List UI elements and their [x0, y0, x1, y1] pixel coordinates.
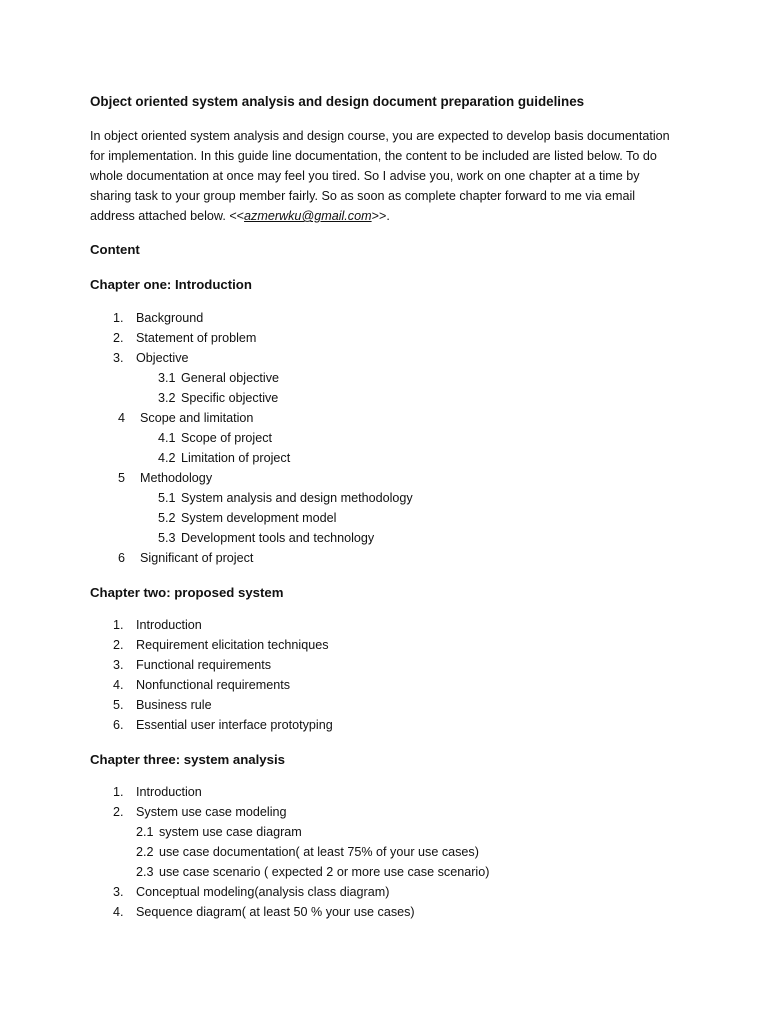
list-number: 5: [118, 471, 126, 485]
list-item: Business rule: [136, 698, 212, 712]
list-item: Statement of problem: [136, 331, 257, 345]
list-number: 4: [118, 411, 126, 425]
list-item: Sequence diagram( at least 50 % your use cases): [136, 905, 415, 919]
list-item: Scope and limitation: [140, 411, 254, 425]
content-heading: Content: [90, 242, 140, 257]
list-item: Essential user interface prototyping: [136, 718, 333, 732]
list-item: System analysis and design methodology: [181, 491, 413, 505]
list-number: 5.2: [158, 511, 176, 525]
list-item: Objective: [136, 351, 189, 365]
list-number: 5.1: [158, 491, 176, 505]
list-number: 2.: [113, 638, 124, 652]
chapter-one-heading: Chapter one: Introduction: [90, 277, 252, 292]
intro-paragraph: [90, 126, 690, 226]
list-item: Introduction: [136, 785, 202, 799]
list-item: System use case modeling: [136, 805, 287, 819]
list-item: Development tools and technology: [181, 531, 375, 545]
list-number: 1.: [113, 785, 124, 799]
list-item: Introduction: [136, 618, 202, 632]
list-item: system use case diagram: [159, 825, 302, 839]
list-item: Significant of project: [140, 551, 254, 565]
list-number: 2.: [113, 331, 124, 345]
intro-line-last: [90, 206, 690, 226]
list-number: 4.: [113, 905, 124, 919]
list-item: use case scenario ( expected 2 or more use case scenario): [159, 865, 490, 879]
list-item: Functional requirements: [136, 658, 272, 672]
list-number: 4.2: [158, 451, 176, 465]
list-number: 2.1: [136, 825, 154, 839]
list-number: 5.3: [158, 531, 176, 545]
list-item: System development model: [181, 511, 337, 525]
list-number: 3.1: [158, 371, 176, 385]
chapter-three-heading: Chapter three: system analysis: [90, 752, 285, 767]
intro-line: In object oriented system analysis and design course, you are expected to develop basis documentation: [90, 129, 670, 143]
list-number: 3.: [113, 658, 124, 672]
chapter-two-heading: Chapter two: proposed system: [90, 585, 284, 600]
list-item: use case documentation( at least 75% of your use cases): [159, 845, 479, 859]
email-link[interactable]: azmerwku@gmail.com: [244, 209, 372, 223]
list-item: Scope of project: [181, 431, 273, 445]
list-number: 4.1: [158, 431, 176, 445]
list-number: 2.: [113, 805, 124, 819]
list-item: Background: [136, 311, 204, 325]
list-item: Conceptual modeling(analysis class diagram): [136, 885, 390, 899]
list-number: 6: [118, 551, 126, 565]
list-item: Specific objective: [181, 391, 279, 405]
list-item: Nonfunctional requirements: [136, 678, 291, 692]
list-number: 4.: [113, 678, 124, 692]
list-number: 2.2: [136, 845, 154, 859]
list-number: 2.3: [136, 865, 154, 879]
list-number: 1.: [113, 311, 124, 325]
list-number: 3.: [113, 351, 124, 365]
list-item: Limitation of project: [181, 451, 291, 465]
intro-last-suffix: >>.: [371, 209, 390, 223]
document-title: Object oriented system analysis and design document preparation guidelines: [90, 94, 585, 109]
list-item: General objective: [181, 371, 280, 385]
list-item: Requirement elicitation techniques: [136, 638, 329, 652]
list-number: 5.: [113, 698, 124, 712]
list-number: 3.2: [158, 391, 176, 405]
intro-line: whole documentation at once may feel you tired. So I advise you, work on one chapter at a time by: [90, 169, 640, 183]
list-number: 1.: [113, 618, 124, 632]
list-item: Methodology: [140, 471, 213, 485]
intro-last-prefix: address attached below. <<: [90, 209, 245, 223]
list-number: 3.: [113, 885, 124, 899]
intro-line: sharing task to your group member fairly. So as soon as complete chapter forward to me via email: [90, 189, 636, 203]
intro-line: for implementation. In this guide line documentation, the content to be included are listed below. To do: [90, 149, 657, 163]
list-number: 6.: [113, 718, 124, 732]
